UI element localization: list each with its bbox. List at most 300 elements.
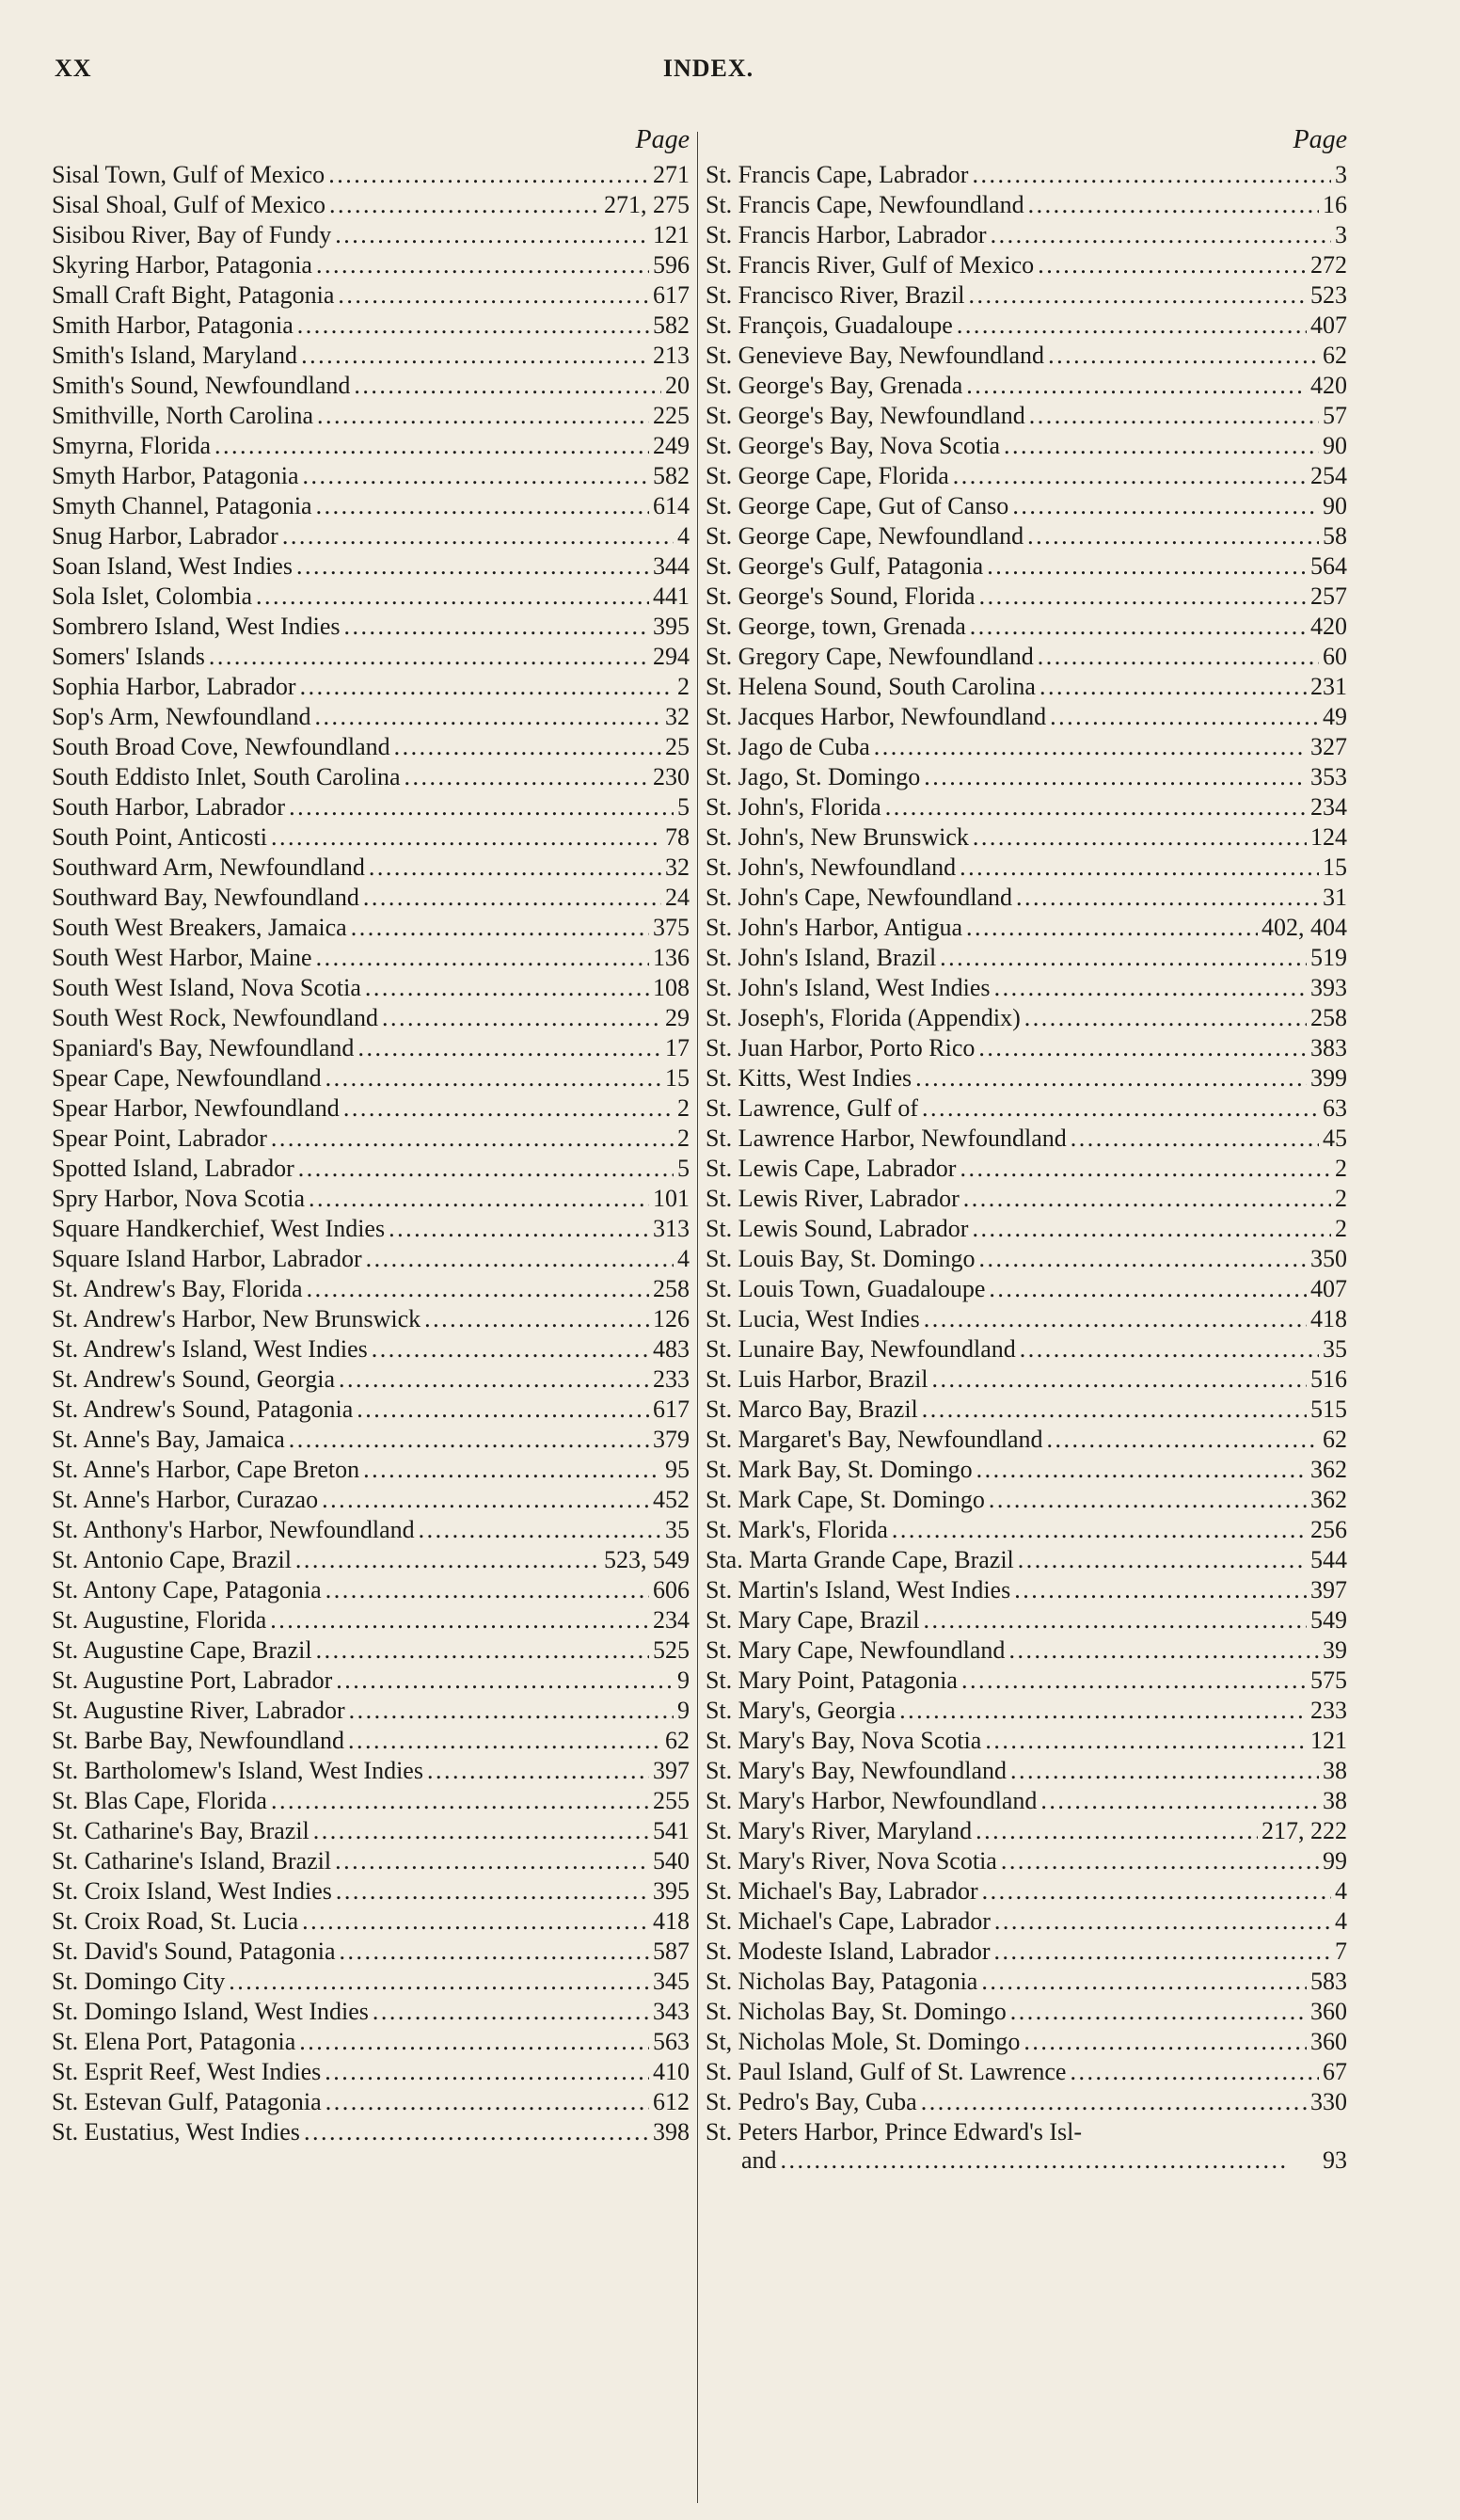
entry-name: St. Gregory Cape, Newfoundland <box>706 643 1034 670</box>
entry-page: 24 <box>665 884 690 911</box>
entry-page: 31 <box>1323 884 1347 911</box>
index-entry <box>52 822 690 853</box>
index-entry <box>706 792 1347 822</box>
entry-page: 343 <box>653 1998 690 2025</box>
index-entry <box>52 1605 690 1635</box>
entry-page: 39 <box>1323 1636 1347 1664</box>
entry-page: 99 <box>1323 1847 1347 1874</box>
entry-name: St. Anne's Harbor, Cape Breton <box>52 1456 360 1483</box>
entry-name: St. Lawrence, Gulf of <box>706 1094 918 1122</box>
index-entry <box>52 1184 690 1214</box>
entry-page: 234 <box>653 1606 690 1634</box>
index-entry <box>52 1816 690 1846</box>
entry-name: St. Elena Port, Patagonia <box>52 2028 296 2055</box>
entry-page: 575 <box>1310 1667 1347 1694</box>
entry-name: St. Kitts, West Indies <box>706 1064 912 1092</box>
index-entry <box>706 732 1347 762</box>
entry-page: 407 <box>1310 311 1347 339</box>
dot-leader <box>302 1906 649 1937</box>
entry-name: St. Eustatius, West Indies <box>52 2118 300 2145</box>
entry-name: St. Michael's Cape, Labrador <box>706 1907 991 1935</box>
index-entry <box>706 220 1347 250</box>
entry-page: 256 <box>1310 1516 1347 1543</box>
entry-page: 95 <box>665 1456 690 1483</box>
entry-name: St. George's Bay, Newfoundland <box>706 402 1025 429</box>
dot-leader <box>349 1696 674 1726</box>
dot-leader <box>922 1395 1307 1425</box>
dot-leader <box>325 1575 649 1605</box>
index-entry <box>706 1395 1347 1425</box>
entry-page: 395 <box>653 613 690 640</box>
dot-leader <box>932 1364 1307 1395</box>
entry-page: 540 <box>653 1847 690 1874</box>
index-entry <box>706 250 1347 280</box>
entry-page: 515 <box>1310 1396 1347 1423</box>
index-entry <box>706 1967 1347 1997</box>
entry-page: 410 <box>653 2058 690 2085</box>
index-entry <box>52 1485 690 1515</box>
index-entry <box>52 461 690 491</box>
entry-page: 49 <box>1323 703 1347 730</box>
entry-page: 483 <box>653 1335 690 1363</box>
dot-leader <box>338 280 649 311</box>
index-entry <box>706 1003 1347 1033</box>
entry-name: Spear Point, Labrador <box>52 1124 267 1152</box>
index-entry <box>706 1997 1347 2027</box>
index-entry <box>52 2117 690 2147</box>
left-column <box>52 120 690 2147</box>
entry-page: 452 <box>653 1486 690 1513</box>
dot-leader <box>924 1304 1307 1334</box>
dot-leader <box>922 1093 1319 1124</box>
entry-name: Spear Harbor, Newfoundland <box>52 1094 340 1122</box>
entry-page: 4 <box>1335 1907 1347 1935</box>
entry-name: Sophia Harbor, Labrador <box>52 673 296 700</box>
entry-name: Square Island Harbor, Labrador <box>52 1245 362 1272</box>
entry-page: 213 <box>653 342 690 369</box>
entry-page: 38 <box>1323 1757 1347 1784</box>
index-entry <box>706 1334 1347 1364</box>
entry-name: South West Harbor, Maine <box>52 944 312 971</box>
dot-leader <box>209 642 649 672</box>
entry-page: 272 <box>1310 251 1347 279</box>
entry-page: 2 <box>1335 1185 1347 1212</box>
dot-leader <box>978 1033 1307 1063</box>
dot-leader <box>419 1515 661 1545</box>
index-entry <box>706 1304 1347 1334</box>
index-entry <box>706 1786 1347 1816</box>
index-entry <box>52 943 690 973</box>
entry-page: 254 <box>1310 462 1347 489</box>
index-entry <box>52 1696 690 1726</box>
index-entry <box>52 792 690 822</box>
index-entry <box>706 702 1347 732</box>
dot-leader <box>298 1154 674 1184</box>
index-entry <box>706 672 1347 702</box>
entry-name: St. Lunaire Bay, Newfoundland <box>706 1335 1016 1363</box>
dot-leader <box>1016 883 1319 913</box>
entry-name: St. Croix Island, West Indies <box>52 1877 332 1905</box>
entry-name: St. Genevieve Bay, Newfoundland <box>706 342 1045 369</box>
entry-name: St. Nicholas Bay, St. Domingo <box>706 1998 1007 2025</box>
dot-leader <box>363 1455 661 1485</box>
entry-page: 420 <box>1310 372 1347 399</box>
entry-page: 2 <box>1335 1215 1347 1242</box>
entry-name: St. Jago, St. Domingo <box>706 763 921 790</box>
dot-leader <box>976 1455 1307 1485</box>
entry-name: St. Croix Road, St. Lucia <box>52 1907 299 1935</box>
entry-page: 563 <box>653 2028 690 2055</box>
dot-leader <box>289 792 674 822</box>
index-entry <box>52 190 690 220</box>
entry-name: St. John's Harbor, Antigua <box>706 914 963 941</box>
index-entry <box>52 1786 690 1816</box>
entry-page: 4 <box>677 1245 690 1272</box>
entry-name: St. Augustine River, Labrador <box>52 1697 345 1724</box>
entry-page: 441 <box>653 582 690 610</box>
entry-page: 606 <box>653 1576 690 1603</box>
right-column <box>706 120 1347 2176</box>
dot-leader <box>336 1666 674 1696</box>
dot-leader <box>303 461 649 491</box>
index-entry <box>706 1063 1347 1093</box>
index-entry <box>52 1304 690 1334</box>
dot-leader <box>1012 491 1319 521</box>
dot-leader <box>1001 1846 1319 1876</box>
entry-name: St. John's, Newfoundland <box>706 853 957 881</box>
entry-page: 582 <box>653 462 690 489</box>
entry-name: St. Bartholomew's Island, West Indies <box>52 1757 423 1784</box>
index-entry <box>706 1726 1347 1756</box>
index-entry <box>52 1093 690 1124</box>
index-entry <box>706 1937 1347 1967</box>
entry-page: 399 <box>1310 1064 1347 1092</box>
dot-leader <box>373 1997 649 2027</box>
dot-leader <box>336 1876 649 1906</box>
entry-page: 233 <box>1310 1697 1347 1724</box>
entry-name: St. Blas Cape, Florida <box>52 1787 267 1814</box>
entry-name: St, Nicholas Mole, St. Domingo <box>706 2028 1021 2055</box>
entry-name: St. Pedro's Bay, Cuba <box>706 2088 917 2115</box>
index-entry <box>706 1575 1347 1605</box>
dot-leader <box>307 1274 649 1304</box>
dot-leader <box>923 1605 1307 1635</box>
entry-page: 418 <box>653 1907 690 1935</box>
index-entry <box>52 311 690 341</box>
entry-page: 230 <box>653 763 690 790</box>
entry-name: St. Mary's, Georgia <box>706 1697 897 1724</box>
index-entry <box>706 822 1347 853</box>
dot-leader <box>1050 702 1319 732</box>
dot-leader <box>316 1635 649 1666</box>
dot-leader <box>372 1334 649 1364</box>
entry-name: St. George Cape, Gut of Canso <box>706 492 1009 519</box>
entry-name: St. Jago de Cuba <box>706 733 870 760</box>
index-entry <box>706 461 1347 491</box>
index-entry <box>706 973 1347 1003</box>
entry-page: 233 <box>653 1365 690 1393</box>
entry-name: St. Barbe Bay, Newfoundland <box>52 1727 344 1754</box>
entry-name: St. Francis Harbor, Labrador <box>706 221 987 248</box>
entry-page: 362 <box>1310 1456 1347 1483</box>
entry-name: St. Andrew's Island, West Indies <box>52 1335 368 1363</box>
entry-page: 379 <box>653 1426 690 1453</box>
entry-page: 582 <box>653 311 690 339</box>
dot-leader <box>1010 1756 1319 1786</box>
entry-name: St. Estevan Gulf, Patagonia <box>52 2088 322 2115</box>
entry-page: 2 <box>1335 1155 1347 1182</box>
entry-name: Smithville, North Carolina <box>52 402 314 429</box>
column-divider <box>697 132 698 2503</box>
index-entry <box>706 853 1347 883</box>
dot-leader <box>340 1937 649 1967</box>
entry-page: 330 <box>1310 2088 1347 2115</box>
index-entry <box>706 1244 1347 1274</box>
index-entry <box>52 702 690 732</box>
entry-page: 398 <box>653 2118 690 2145</box>
entry-page: 4 <box>1335 1877 1347 1905</box>
entry-name: South West Rock, Newfoundland <box>52 1004 378 1031</box>
entry-name: St. Esprit Reef, West Indies <box>52 2058 322 2085</box>
index-entry <box>52 1967 690 1997</box>
entry-page: 544 <box>1310 1546 1347 1573</box>
entry-page: 231 <box>1310 673 1347 700</box>
entry-page: 617 <box>653 281 690 309</box>
dot-leader <box>365 973 649 1003</box>
entry-name: St. John's, Florida <box>706 793 881 821</box>
entry-page: 617 <box>653 1396 690 1423</box>
dot-leader <box>1040 1786 1319 1816</box>
entry-name: Sola Islet, Colombia <box>52 582 253 610</box>
entry-page: 294 <box>653 643 690 670</box>
entry-page: 353 <box>1310 763 1347 790</box>
index-entry <box>52 1244 690 1274</box>
entry-page: 67 <box>1323 2058 1347 2085</box>
dot-leader <box>1029 401 1319 431</box>
index-entry <box>52 1726 690 1756</box>
index-entry <box>52 913 690 943</box>
entry-name: Smyrna, Florida <box>52 432 211 459</box>
dot-leader <box>994 973 1307 1003</box>
dot-leader <box>915 1063 1307 1093</box>
entry-page: 612 <box>653 2088 690 2115</box>
entry-page: 587 <box>653 1938 690 1965</box>
dot-leader <box>389 1214 649 1244</box>
index-entry <box>52 1635 690 1666</box>
entry-name: St. Juan Harbor, Porto Rico <box>706 1034 976 1061</box>
entry-name: St. Louis Town, Guadaloupe <box>706 1275 986 1302</box>
entry-page: 17 <box>665 1034 690 1061</box>
index-entry <box>706 1876 1347 1906</box>
entry-page: 35 <box>1323 1335 1347 1363</box>
dot-leader <box>328 160 649 190</box>
entry-name: St. Mary's Bay, Newfoundland <box>706 1757 1008 1784</box>
entry-name: St. Francis River, Gulf of Mexico <box>706 251 1035 279</box>
dot-leader <box>966 913 1258 943</box>
dot-leader <box>317 401 649 431</box>
index-entry <box>706 1696 1347 1726</box>
entry-page: 397 <box>1310 1576 1347 1603</box>
entry-page: 58 <box>1323 522 1347 550</box>
entry-page: 5 <box>677 793 690 821</box>
index-entry <box>52 1214 690 1244</box>
index-entry <box>52 1425 690 1455</box>
entry-name: St. Nicholas Bay, Patagonia <box>706 1968 978 1995</box>
dot-leader <box>299 2027 649 2057</box>
entry-name: St. Jacques Harbor, Newfoundland <box>706 703 1047 730</box>
dot-leader <box>953 461 1307 491</box>
dot-leader <box>366 1244 674 1274</box>
index-entry <box>52 431 690 461</box>
entry-name: Spry Harbor, Nova Scotia <box>52 1185 306 1212</box>
entry-name: St. Mary's River, Nova Scotia <box>706 1847 997 1874</box>
index-entry <box>52 1455 690 1485</box>
entry-page: 541 <box>653 1817 690 1844</box>
entry-name: St. Francis Cape, Newfoundland <box>706 191 1024 218</box>
dot-leader <box>351 913 649 943</box>
entry-name: St. Margaret's Bay, Newfoundland <box>706 1426 1043 1453</box>
entry-name: St. Paul Island, Gulf of St. Lawrence <box>706 2058 1067 2085</box>
entry-page: 614 <box>653 492 690 519</box>
entry-name: St. George's Sound, Florida <box>706 582 976 610</box>
entry-page: 393 <box>1310 974 1347 1001</box>
entry-page: 101 <box>653 1185 690 1212</box>
index-entry <box>706 280 1347 311</box>
entry-page: 362 <box>1310 1486 1347 1513</box>
dot-leader <box>1039 672 1307 702</box>
entry-name: St. John's Cape, Newfoundland <box>706 884 1013 911</box>
entry-name: St. Martin's Island, West Indies <box>706 1576 1011 1603</box>
entry-page: 313 <box>653 1215 690 1242</box>
dot-leader <box>335 1846 649 1876</box>
entry-page: 360 <box>1310 1998 1347 2025</box>
index-list-right <box>706 160 1347 2117</box>
dot-leader <box>972 1214 1331 1244</box>
dot-leader <box>1010 1997 1307 2027</box>
dot-leader <box>1004 431 1319 461</box>
index-entry <box>52 1063 690 1093</box>
dot-leader <box>1024 1003 1307 1033</box>
entry-page: 583 <box>1310 1968 1347 1995</box>
index-entry <box>52 582 690 612</box>
dot-leader <box>957 311 1307 341</box>
dot-leader <box>976 1816 1258 1846</box>
entry-name: South Eddisto Inlet, South Carolina <box>52 763 401 790</box>
index-entry <box>52 160 690 190</box>
entry-page: 32 <box>665 703 690 730</box>
entry-name: St. Mary Point, Patagonia <box>706 1667 958 1694</box>
dot-leader <box>1071 1124 1319 1154</box>
index-entry <box>706 551 1347 582</box>
entry-name: St. Mark's, Florida <box>706 1516 888 1543</box>
entry-name: St. George Cape, Florida <box>706 462 949 489</box>
index-entry <box>706 1093 1347 1124</box>
entry-page: 9 <box>677 1697 690 1724</box>
index-entry <box>706 341 1347 371</box>
entry-name: Spaniard's Bay, Newfoundland <box>52 1034 355 1061</box>
index-entry <box>52 2087 690 2117</box>
dot-leader <box>348 1726 661 1756</box>
dot-leader <box>966 371 1307 401</box>
index-entry <box>52 1033 690 1063</box>
entry-name: St. Anne's Bay, Jamaica <box>52 1426 285 1453</box>
entry-page: 90 <box>1323 432 1347 459</box>
entry-name: South Harbor, Labrador <box>52 793 286 821</box>
dot-leader <box>297 311 649 341</box>
entry-page: 121 <box>653 221 690 248</box>
dot-leader <box>1070 2057 1319 2087</box>
index-entry <box>706 1816 1347 1846</box>
dot-leader <box>316 491 649 521</box>
entry-name: St. Anthony's Harbor, Newfoundland <box>52 1516 415 1543</box>
index-entry <box>706 311 1347 341</box>
index-entry <box>52 1274 690 1304</box>
index-entry <box>706 943 1347 973</box>
index-entry <box>706 1184 1347 1214</box>
entry-page: 25 <box>665 733 690 760</box>
entry-name: Sisibou River, Bay of Fundy <box>52 221 332 248</box>
entry-name: South Broad Cove, Newfoundland <box>52 733 390 760</box>
dot-leader <box>427 1756 649 1786</box>
dot-leader <box>339 1364 649 1395</box>
entry-name: St. Peters Harbor, Prince Edward's Isl- <box>706 2118 1083 2145</box>
index-entry <box>706 883 1347 913</box>
dot-leader <box>1038 250 1307 280</box>
dot-leader <box>325 1063 661 1093</box>
dot-leader <box>899 1696 1307 1726</box>
dot-leader <box>1047 1425 1319 1455</box>
index-entry <box>706 1154 1347 1184</box>
entry-name: St. Catharine's Island, Brazil <box>52 1847 332 1874</box>
entry-name: St. Mark Bay, St. Domingo <box>706 1456 973 1483</box>
entry-page: 327 <box>1310 733 1347 760</box>
dot-leader <box>960 853 1319 883</box>
entry-page: 395 <box>653 1877 690 1905</box>
index-entry <box>52 401 690 431</box>
entry-page: 20 <box>665 372 690 399</box>
dot-leader <box>335 220 649 250</box>
dot-leader <box>357 1395 649 1425</box>
dot-leader <box>316 943 649 973</box>
entry-name: St. John's Island, West Indies <box>706 974 991 1001</box>
index-entry <box>706 160 1347 190</box>
index-entry <box>52 612 690 642</box>
entry-page: 62 <box>1323 1426 1347 1453</box>
entry-page: 4 <box>677 522 690 550</box>
dot-leader <box>424 1304 649 1334</box>
entry-name: Smyth Channel, Patagonia <box>52 492 312 519</box>
entry-page: 258 <box>653 1275 690 1302</box>
dot-leader <box>987 551 1307 582</box>
entry-page: 375 <box>653 914 690 941</box>
entry-page: 2 <box>677 673 690 700</box>
dot-leader <box>924 762 1307 792</box>
entry-page: 57 <box>1323 402 1347 429</box>
dot-leader <box>985 1726 1307 1756</box>
entry-name: St. Andrew's Sound, Patagonia <box>52 1396 354 1423</box>
dot-leader <box>315 702 661 732</box>
dot-leader <box>382 1003 661 1033</box>
dot-leader <box>316 250 649 280</box>
entry-name: St. Helena Sound, South Carolina <box>706 673 1036 700</box>
entry-name: South West Island, Nova Scotia <box>52 974 361 1001</box>
entry-page: 249 <box>653 432 690 459</box>
dot-leader <box>363 883 661 913</box>
entry-page: 3 <box>1335 161 1347 188</box>
index-entry <box>706 1455 1347 1485</box>
index-entry <box>52 883 690 913</box>
dot-leader <box>973 822 1307 853</box>
